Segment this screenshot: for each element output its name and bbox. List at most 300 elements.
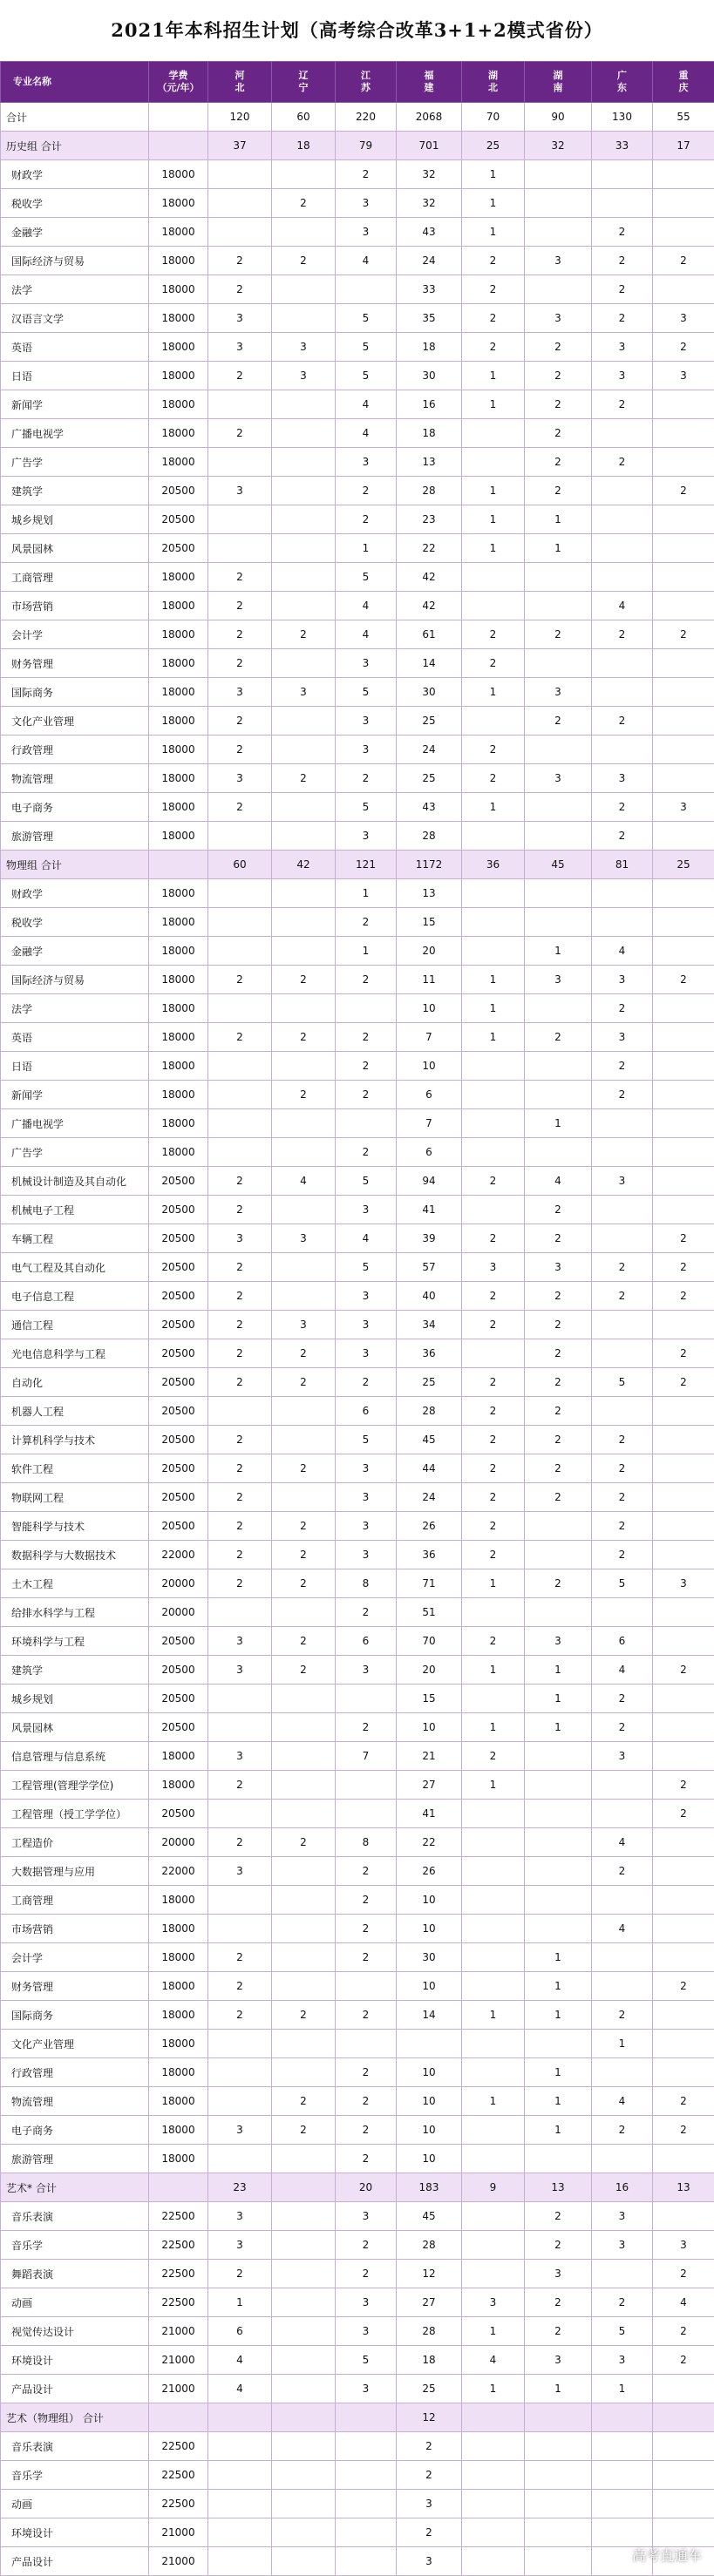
cell-hunan xyxy=(525,1598,592,1627)
cell-hubei: 2 xyxy=(462,333,525,362)
cell-jiangsu xyxy=(336,2403,397,2432)
cell-chongqing: 25 xyxy=(653,851,714,879)
table-row xyxy=(1,448,714,477)
cell-chongqing xyxy=(653,189,714,218)
cell-fujian: 10 xyxy=(397,1052,462,1081)
cell-guangdong: 1 xyxy=(592,2030,653,2058)
cell-liaoning xyxy=(272,2173,336,2202)
table-row xyxy=(1,1512,714,1541)
cell-liaoning xyxy=(272,2202,336,2231)
header-tuition: 学费 （元/年） xyxy=(149,62,208,103)
cell-guangdong xyxy=(592,1598,653,1627)
cell-chongqing xyxy=(653,822,714,851)
group-total-row xyxy=(1,2173,714,2202)
cell-hubei: 2 xyxy=(462,1541,525,1569)
cell-guangdong: 2 xyxy=(592,1512,653,1541)
cell-hubei: 2 xyxy=(462,1311,525,1339)
cell-jiangsu: 2 xyxy=(336,505,397,534)
cell-tuition xyxy=(149,2173,208,2202)
cell-major-name: 英语 xyxy=(1,1023,149,1052)
cell-jiangsu: 5 xyxy=(336,333,397,362)
cell-tuition xyxy=(149,103,208,132)
cell-chongqing xyxy=(653,1426,714,1454)
cell-hunan: 2 xyxy=(525,1454,592,1483)
cell-major-name: 音乐学 xyxy=(1,2461,149,2490)
cell-fujian: 24 xyxy=(397,1483,462,1512)
cell-tuition: 22500 xyxy=(149,2461,208,2490)
table-row xyxy=(1,736,714,764)
table-row xyxy=(1,966,714,994)
table-header-row xyxy=(1,62,714,103)
cell-major-name: 行政管理 xyxy=(1,2058,149,2087)
table-row xyxy=(1,2461,714,2490)
cell-major-name: 市场营销 xyxy=(1,1915,149,1943)
cell-chongqing: 2 xyxy=(653,620,714,649)
cell-fujian: 28 xyxy=(397,2231,462,2260)
table-row xyxy=(1,620,714,649)
cell-major-name: 广播电视学 xyxy=(1,1109,149,1138)
cell-jiangsu: 7 xyxy=(336,1742,397,1771)
cell-hunan: 2 xyxy=(525,1483,592,1512)
cell-hebei: 3 xyxy=(208,1742,272,1771)
table-row xyxy=(1,1253,714,1282)
cell-hebei: 2 xyxy=(208,419,272,448)
cell-guangdong xyxy=(592,1972,653,2001)
cell-jiangsu xyxy=(336,1800,397,1828)
cell-guangdong: 2 xyxy=(592,1426,653,1454)
cell-major-name: 金融学 xyxy=(1,218,149,247)
table-row xyxy=(1,1368,714,1397)
cell-jiangsu: 3 xyxy=(336,189,397,218)
cell-guangdong: 3 xyxy=(592,1023,653,1052)
table-row xyxy=(1,304,714,333)
cell-hubei: 1 xyxy=(462,994,525,1023)
cell-major-name: 自动化 xyxy=(1,1368,149,1397)
cell-fujian: 20 xyxy=(397,937,462,966)
cell-guangdong: 3 xyxy=(592,2202,653,2231)
cell-jiangsu xyxy=(336,2518,397,2547)
cell-hebei xyxy=(208,1598,272,1627)
cell-liaoning: 3 xyxy=(272,1224,336,1253)
cell-jiangsu: 2 xyxy=(336,1713,397,1742)
table-row xyxy=(1,160,714,189)
table-row xyxy=(1,333,714,362)
cell-guangdong xyxy=(592,477,653,505)
cell-jiangsu: 3 xyxy=(336,649,397,678)
cell-hunan xyxy=(525,592,592,620)
cell-hunan xyxy=(525,1857,592,1886)
cell-hebei: 2 xyxy=(208,1483,272,1512)
table-row xyxy=(1,1627,714,1656)
cell-guangdong xyxy=(592,1943,653,1972)
table-row xyxy=(1,2058,714,2087)
cell-chongqing xyxy=(653,1052,714,1081)
cell-hebei: 3 xyxy=(208,1656,272,1685)
cell-hunan: 2 xyxy=(525,1397,592,1426)
cell-liaoning xyxy=(272,1685,336,1713)
cell-tuition: 18000 xyxy=(149,592,208,620)
group-total-row xyxy=(1,2403,714,2432)
cell-hubei xyxy=(462,2116,525,2145)
cell-jiangsu: 4 xyxy=(336,419,397,448)
cell-chongqing xyxy=(653,1138,714,1167)
cell-hubei: 3 xyxy=(462,2288,525,2317)
cell-major-name: 税收学 xyxy=(1,189,149,218)
cell-hebei xyxy=(208,2518,272,2547)
cell-jiangsu: 3 xyxy=(336,1196,397,1224)
cell-tuition: 18000 xyxy=(149,1109,208,1138)
watermark-text: 高考直通车 xyxy=(632,2545,702,2565)
cell-major-name: 历史组 合计 xyxy=(1,132,149,160)
header-major-name: 专业名称 xyxy=(1,62,149,103)
cell-major-name: 建筑学 xyxy=(1,1656,149,1685)
cell-hebei xyxy=(208,1685,272,1713)
cell-fujian: 2 xyxy=(397,2432,462,2461)
cell-chongqing: 3 xyxy=(653,362,714,390)
cell-major-name: 工程管理(管理学学位) xyxy=(1,1771,149,1800)
cell-hebei: 2 xyxy=(208,2260,272,2288)
cell-hebei xyxy=(208,1109,272,1138)
cell-liaoning xyxy=(272,390,336,419)
cell-hunan xyxy=(525,2547,592,2576)
cell-hebei: 2 xyxy=(208,736,272,764)
cell-fujian: 27 xyxy=(397,2288,462,2317)
cell-fujian: 18 xyxy=(397,419,462,448)
cell-fujian: 32 xyxy=(397,160,462,189)
cell-hebei xyxy=(208,1052,272,1081)
cell-major-name: 电气工程及其自动化 xyxy=(1,1253,149,1282)
cell-hunan xyxy=(525,1052,592,1081)
cell-hunan: 1 xyxy=(525,2001,592,2030)
cell-liaoning: 2 xyxy=(272,189,336,218)
cell-hubei xyxy=(462,707,525,736)
cell-chongqing xyxy=(653,1598,714,1627)
table-row xyxy=(1,2001,714,2030)
cell-chongqing: 2 xyxy=(653,247,714,275)
cell-liaoning xyxy=(272,879,336,908)
cell-hubei: 2 xyxy=(462,1627,525,1656)
cell-major-name: 旅游管理 xyxy=(1,2145,149,2173)
cell-hebei: 2 xyxy=(208,1569,272,1598)
cell-hunan xyxy=(525,994,592,1023)
cell-hubei: 1 xyxy=(462,2087,525,2116)
cell-fujian: 15 xyxy=(397,908,462,937)
cell-guangdong: 5 xyxy=(592,1368,653,1397)
cell-tuition: 20500 xyxy=(149,505,208,534)
cell-fujian: 10 xyxy=(397,1713,462,1742)
cell-hunan: 2 xyxy=(525,1368,592,1397)
cell-liaoning: 3 xyxy=(272,333,336,362)
cell-hunan: 2 xyxy=(525,1282,592,1311)
cell-guangdong: 3 xyxy=(592,2231,653,2260)
cell-major-name: 大数据管理与应用 xyxy=(1,1857,149,1886)
cell-fujian: 7 xyxy=(397,1023,462,1052)
cell-guangdong: 4 xyxy=(592,1656,653,1685)
table-row xyxy=(1,2346,714,2375)
cell-tuition: 18000 xyxy=(149,707,208,736)
cell-major-name: 风景园林 xyxy=(1,1713,149,1742)
table-row xyxy=(1,1138,714,1167)
cell-liaoning: 2 xyxy=(272,620,336,649)
cell-liaoning: 2 xyxy=(272,1656,336,1685)
table-row xyxy=(1,2375,714,2403)
cell-jiangsu: 5 xyxy=(336,793,397,822)
cell-chongqing xyxy=(653,419,714,448)
cell-tuition: 21000 xyxy=(149,2518,208,2547)
cell-major-name: 舞蹈表演 xyxy=(1,2260,149,2288)
cell-jiangsu: 5 xyxy=(336,678,397,707)
cell-major-name: 艺术（物理组） 合计 xyxy=(1,2403,149,2432)
cell-tuition: 21000 xyxy=(149,2317,208,2346)
cell-tuition: 18000 xyxy=(149,1943,208,1972)
header-province-hubei: 湖 北 xyxy=(462,62,525,103)
cell-jiangsu: 3 xyxy=(336,1339,397,1368)
cell-fujian: 10 xyxy=(397,1886,462,1915)
cell-hebei xyxy=(208,1081,272,1109)
cell-guangdong: 2 xyxy=(592,1052,653,1081)
cell-tuition: 18000 xyxy=(149,390,208,419)
cell-guangdong: 2 xyxy=(592,793,653,822)
cell-fujian: 18 xyxy=(397,333,462,362)
group-total-row xyxy=(1,132,714,160)
cell-guangdong: 5 xyxy=(592,1569,653,1598)
cell-tuition: 18000 xyxy=(149,247,208,275)
cell-fujian: 40 xyxy=(397,1282,462,1311)
cell-major-name: 国际经济与贸易 xyxy=(1,966,149,994)
cell-fujian: 22 xyxy=(397,534,462,563)
cell-guangdong: 5 xyxy=(592,2317,653,2346)
table-row xyxy=(1,1282,714,1311)
cell-major-name: 行政管理 xyxy=(1,736,149,764)
cell-tuition xyxy=(149,132,208,160)
cell-tuition: 18000 xyxy=(149,937,208,966)
table-row xyxy=(1,275,714,304)
cell-hubei: 1 xyxy=(462,793,525,822)
cell-guangdong xyxy=(592,505,653,534)
cell-tuition: 20500 xyxy=(149,1656,208,1685)
cell-jiangsu: 1 xyxy=(336,879,397,908)
cell-tuition: 20500 xyxy=(149,1800,208,1828)
table-row xyxy=(1,362,714,390)
cell-fujian: 24 xyxy=(397,736,462,764)
cell-chongqing: 2 xyxy=(653,966,714,994)
cell-hubei: 25 xyxy=(462,132,525,160)
cell-hunan xyxy=(525,1081,592,1109)
cell-hebei: 3 xyxy=(208,2202,272,2231)
header-province-guangdong: 广 东 xyxy=(592,62,653,103)
cell-chongqing xyxy=(653,1512,714,1541)
cell-hubei xyxy=(462,2490,525,2518)
cell-fujian: 14 xyxy=(397,649,462,678)
table-row xyxy=(1,2518,714,2547)
cell-hebei xyxy=(208,2030,272,2058)
cell-hubei: 1 xyxy=(462,1713,525,1742)
cell-jiangsu xyxy=(336,275,397,304)
cell-hunan: 2 xyxy=(525,2231,592,2260)
cell-liaoning xyxy=(272,1397,336,1426)
cell-hunan: 3 xyxy=(525,2346,592,2375)
cell-liaoning xyxy=(272,2375,336,2403)
cell-tuition: 18000 xyxy=(149,1771,208,1800)
cell-jiangsu: 3 xyxy=(336,1483,397,1512)
cell-liaoning: 18 xyxy=(272,132,336,160)
cell-hebei: 2 xyxy=(208,592,272,620)
cell-major-name: 物流管理 xyxy=(1,764,149,793)
cell-hunan: 3 xyxy=(525,764,592,793)
cell-chongqing xyxy=(653,2490,714,2518)
cell-guangdong: 4 xyxy=(592,1915,653,1943)
cell-major-name: 日语 xyxy=(1,1052,149,1081)
cell-major-name: 旅游管理 xyxy=(1,822,149,851)
table-row xyxy=(1,1713,714,1742)
cell-jiangsu: 79 xyxy=(336,132,397,160)
cell-hunan: 4 xyxy=(525,1167,592,1196)
cell-liaoning xyxy=(272,649,336,678)
cell-guangdong: 2 xyxy=(592,2116,653,2145)
cell-hebei: 4 xyxy=(208,2346,272,2375)
table-row xyxy=(1,2231,714,2260)
cell-liaoning xyxy=(272,2432,336,2461)
cell-hunan: 1 xyxy=(525,937,592,966)
table-row xyxy=(1,908,714,937)
cell-chongqing xyxy=(653,592,714,620)
cell-jiangsu: 4 xyxy=(336,1224,397,1253)
table-row xyxy=(1,1915,714,1943)
cell-fujian: 57 xyxy=(397,1253,462,1282)
cell-jiangsu: 5 xyxy=(336,2346,397,2375)
cell-guangdong: 3 xyxy=(592,1167,653,1196)
cell-fujian: 16 xyxy=(397,390,462,419)
cell-guangdong: 2 xyxy=(592,822,653,851)
cell-hubei xyxy=(462,2058,525,2087)
table-row xyxy=(1,1972,714,2001)
cell-hunan: 2 xyxy=(525,1224,592,1253)
cell-major-name: 动画 xyxy=(1,2490,149,2518)
cell-guangdong xyxy=(592,189,653,218)
cell-major-name: 广告学 xyxy=(1,448,149,477)
cell-hebei: 2 xyxy=(208,1196,272,1224)
cell-guangdong: 4 xyxy=(592,937,653,966)
cell-fujian: 26 xyxy=(397,1857,462,1886)
cell-jiangsu: 3 xyxy=(336,2375,397,2403)
cell-chongqing xyxy=(653,2202,714,2231)
cell-hunan xyxy=(525,563,592,592)
cell-jiangsu: 2 xyxy=(336,2001,397,2030)
cell-hunan xyxy=(525,793,592,822)
cell-liaoning xyxy=(272,1253,336,1282)
table-row xyxy=(1,1943,714,1972)
cell-fujian: 10 xyxy=(397,1915,462,1943)
cell-hunan xyxy=(525,908,592,937)
cell-liaoning xyxy=(272,1598,336,1627)
cell-hubei xyxy=(462,937,525,966)
cell-chongqing xyxy=(653,707,714,736)
cell-hunan xyxy=(525,275,592,304)
cell-liaoning xyxy=(272,1800,336,1828)
cell-jiangsu: 2 xyxy=(336,160,397,189)
cell-hunan: 1 xyxy=(525,1972,592,2001)
table-row xyxy=(1,218,714,247)
cell-hebei: 2 xyxy=(208,1454,272,1483)
cell-fujian: 10 xyxy=(397,994,462,1023)
cell-major-name: 汉语言文学 xyxy=(1,304,149,333)
cell-hubei xyxy=(462,879,525,908)
cell-major-name: 城乡规划 xyxy=(1,1685,149,1713)
cell-major-name: 软件工程 xyxy=(1,1454,149,1483)
cell-guangdong xyxy=(592,160,653,189)
cell-jiangsu: 3 xyxy=(336,2288,397,2317)
cell-hunan: 2 xyxy=(525,620,592,649)
cell-guangdong: 2 xyxy=(592,1713,653,1742)
cell-hubei xyxy=(462,2403,525,2432)
cell-hebei: 2 xyxy=(208,1828,272,1857)
cell-hebei xyxy=(208,189,272,218)
cell-hunan: 1 xyxy=(525,534,592,563)
cell-hunan xyxy=(525,189,592,218)
cell-major-name: 工商管理 xyxy=(1,1886,149,1915)
cell-fujian: 20 xyxy=(397,1656,462,1685)
cell-fujian: 28 xyxy=(397,822,462,851)
cell-hubei: 2 xyxy=(462,1368,525,1397)
cell-guangdong: 3 xyxy=(592,362,653,390)
cell-hebei xyxy=(208,448,272,477)
cell-guangdong xyxy=(592,1311,653,1339)
cell-hebei: 3 xyxy=(208,2116,272,2145)
cell-major-name: 合计 xyxy=(1,103,149,132)
cell-fujian: 35 xyxy=(397,304,462,333)
cell-tuition: 18000 xyxy=(149,448,208,477)
cell-tuition xyxy=(149,2403,208,2432)
header-province-chongqing: 重 庆 xyxy=(653,62,714,103)
cell-chongqing xyxy=(653,1915,714,1943)
cell-liaoning xyxy=(272,736,336,764)
table-row xyxy=(1,2087,714,2116)
table-row xyxy=(1,1541,714,1569)
cell-guangdong: 16 xyxy=(592,2173,653,2202)
cell-jiangsu xyxy=(336,1771,397,1800)
cell-hebei: 3 xyxy=(208,764,272,793)
cell-jiangsu xyxy=(336,1109,397,1138)
cell-tuition: 22000 xyxy=(149,1857,208,1886)
cell-tuition: 18000 xyxy=(149,764,208,793)
cell-hebei: 2 xyxy=(208,1512,272,1541)
cell-fujian: 10 xyxy=(397,2087,462,2116)
cell-jiangsu: 220 xyxy=(336,103,397,132)
cell-guangdong xyxy=(592,1886,653,1915)
cell-liaoning xyxy=(272,822,336,851)
cell-chongqing xyxy=(653,2403,714,2432)
cell-liaoning: 2 xyxy=(272,1454,336,1483)
table-row xyxy=(1,1828,714,1857)
cell-hubei xyxy=(462,822,525,851)
cell-hebei: 2 xyxy=(208,1972,272,2001)
cell-liaoning xyxy=(272,505,336,534)
grand-total-row xyxy=(1,103,714,132)
cell-tuition: 18000 xyxy=(149,1138,208,1167)
cell-hubei xyxy=(462,1915,525,1943)
cell-hebei: 2 xyxy=(208,1282,272,1311)
cell-liaoning xyxy=(272,994,336,1023)
cell-tuition: 18000 xyxy=(149,1023,208,1052)
cell-hebei xyxy=(208,1800,272,1828)
cell-guangdong: 2 xyxy=(592,390,653,419)
cell-tuition: 18000 xyxy=(149,275,208,304)
cell-major-name: 智能科学与技术 xyxy=(1,1512,149,1541)
cell-jiangsu: 3 xyxy=(336,822,397,851)
cell-hunan: 1 xyxy=(525,505,592,534)
cell-hubei xyxy=(462,1052,525,1081)
enrollment-plan-table xyxy=(0,61,714,2576)
